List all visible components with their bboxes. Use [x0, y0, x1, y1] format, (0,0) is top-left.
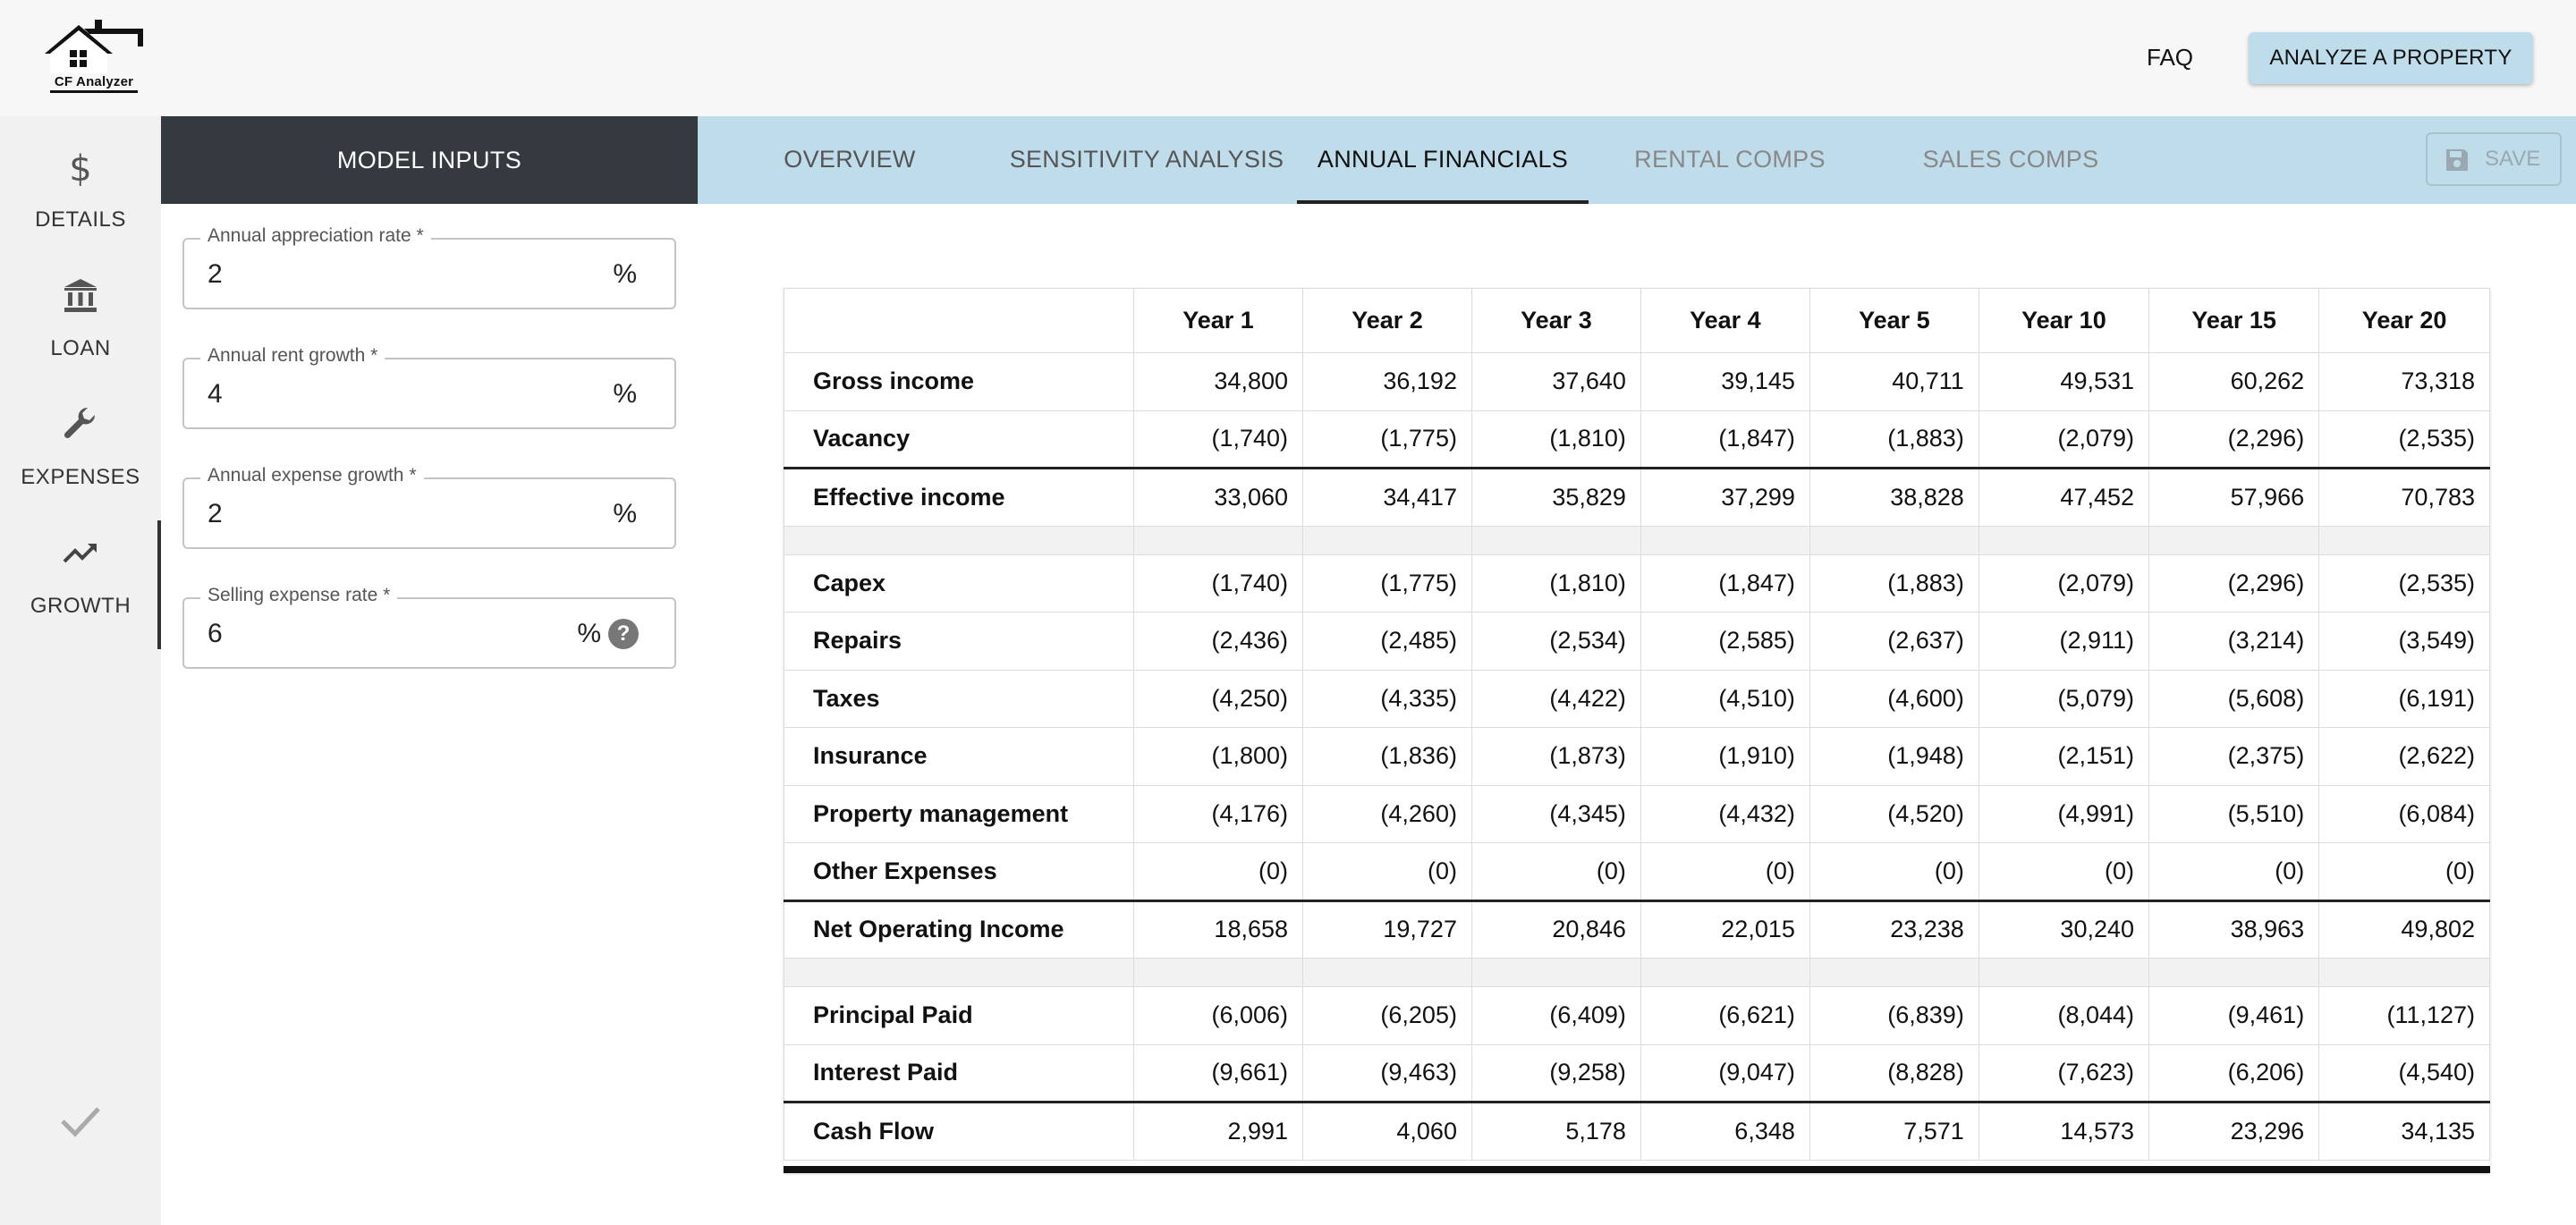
spacer-cell — [1979, 526, 2148, 554]
rail-item-growth[interactable] — [0, 520, 161, 628]
model-inputs-header: MODEL INPUTS — [161, 116, 698, 204]
table-header-row — [784, 289, 2490, 353]
row-label: Other Expenses — [784, 843, 1134, 901]
field-label: Annual expense growth * — [200, 465, 424, 486]
spacer-cell — [1471, 526, 1640, 554]
spacer-cell — [2319, 959, 2490, 987]
table-cell: (5,510) — [2149, 785, 2319, 843]
table-cell: 38,828 — [1809, 469, 1979, 527]
wrench-icon — [61, 404, 100, 444]
table-cell: 23,296 — [2149, 1102, 2319, 1161]
table-row — [784, 785, 2490, 843]
table-cell: (6,621) — [1640, 987, 1809, 1045]
save-label: SAVE — [2485, 147, 2541, 171]
model-inputs-panel — [161, 204, 698, 1225]
table-cell: (2,535) — [2319, 410, 2490, 469]
table-cell: (4,510) — [1640, 670, 1809, 728]
spacer-cell — [784, 959, 1134, 987]
spacer-cell — [1134, 959, 1303, 987]
table-cell: 49,802 — [2319, 900, 2490, 959]
table-cell: (2,296) — [2149, 554, 2319, 612]
table-row — [784, 1102, 2490, 1161]
tab-bar — [698, 116, 2576, 204]
table-cell: 73,318 — [2319, 353, 2490, 411]
table-cell: (2,436) — [1134, 612, 1303, 671]
row-label: Effective income — [784, 469, 1134, 527]
table-cell: (2,079) — [1979, 554, 2148, 612]
table-row — [784, 843, 2490, 901]
table-cell: (0) — [1471, 843, 1640, 901]
table-cell: (2,485) — [1303, 612, 1472, 671]
table-cell: (6,084) — [2319, 785, 2490, 843]
top-bar — [0, 0, 2576, 116]
table-cell: (2,585) — [1640, 612, 1809, 671]
table-cell: (1,847) — [1640, 554, 1809, 612]
table-cell: (9,463) — [1303, 1044, 1472, 1102]
financials-table-scroll[interactable] — [784, 288, 2490, 1173]
table-cell: 39,145 — [1640, 353, 1809, 411]
trending-up-icon — [61, 533, 100, 572]
appreciation-rate-field[interactable] — [182, 225, 676, 309]
table-cell: (2,296) — [2149, 410, 2319, 469]
annual-financials-table — [784, 288, 2490, 1161]
rail-label: LOAN — [50, 336, 111, 360]
rail-label: GROWTH — [30, 594, 131, 618]
analyze-property-button[interactable]: ANALYZE A PROPERTY — [2249, 32, 2533, 84]
table-cell: (1,775) — [1303, 410, 1472, 469]
table-cell: (6,006) — [1134, 987, 1303, 1045]
help-icon[interactable]: ? — [608, 619, 639, 649]
table-cell: 4,060 — [1303, 1102, 1472, 1161]
table-cell: (0) — [1303, 843, 1472, 901]
table-row — [784, 1044, 2490, 1102]
table-row — [784, 670, 2490, 728]
table-cell: (2,637) — [1809, 612, 1979, 671]
table-cell: (1,740) — [1134, 554, 1303, 612]
table-cell: (2,375) — [2149, 728, 2319, 786]
table-cell: 40,711 — [1809, 353, 1979, 411]
column-header: Year 2 — [1303, 289, 1472, 353]
row-label: Net Operating Income — [784, 900, 1134, 959]
table-cell: (6,839) — [1809, 987, 1979, 1045]
rail-label: DETAILS — [35, 207, 126, 232]
spacer-row — [784, 526, 2490, 554]
table-cell: (0) — [2149, 843, 2319, 901]
table-cell: 23,238 — [1809, 900, 1979, 959]
column-header: Year 4 — [1640, 289, 1809, 353]
spacer-cell — [1809, 526, 1979, 554]
table-cell: (11,127) — [2319, 987, 2490, 1045]
table-cell: 20,846 — [1471, 900, 1640, 959]
table-cell: (2,534) — [1471, 612, 1640, 671]
rail-item-details[interactable] — [0, 134, 161, 241]
table-cell: 33,060 — [1134, 469, 1303, 527]
left-nav-rail — [0, 116, 161, 1225]
table-cell: (1,810) — [1471, 410, 1640, 469]
table-cell: (6,205) — [1303, 987, 1472, 1045]
field-value[interactable]: 6 — [208, 619, 223, 648]
field-label: Annual rent growth * — [200, 345, 385, 367]
table-row — [784, 987, 2490, 1045]
table-cell: (5,608) — [2149, 670, 2319, 728]
table-cell: (4,335) — [1303, 670, 1472, 728]
table-cell: 37,640 — [1471, 353, 1640, 411]
table-cell: 30,240 — [1979, 900, 2148, 959]
table-cell: 47,452 — [1979, 469, 2148, 527]
table-cell: (2,535) — [2319, 554, 2490, 612]
table-cell: (4,176) — [1134, 785, 1303, 843]
table-row — [784, 554, 2490, 612]
table-cell: 5,178 — [1471, 1102, 1640, 1161]
table-cell: (4,260) — [1303, 785, 1472, 843]
row-label: Cash Flow — [784, 1102, 1134, 1161]
tab-sales-comps[interactable]: SALES COMPS — [1922, 146, 2099, 173]
table-cell: (1,883) — [1809, 554, 1979, 612]
table-cell: (0) — [2319, 843, 2490, 901]
table-cell: (6,409) — [1471, 987, 1640, 1045]
table-cell: (0) — [1134, 843, 1303, 901]
row-label: Interest Paid — [784, 1044, 1134, 1102]
field-unit: % — [613, 259, 637, 289]
spacer-cell — [784, 526, 1134, 554]
svg-text:$: $ — [69, 148, 92, 186]
spacer-cell — [1809, 959, 1979, 987]
house-logo-icon — [45, 20, 143, 75]
row-label: Property management — [784, 785, 1134, 843]
row-label: Gross income — [784, 353, 1134, 411]
table-cell: (1,775) — [1303, 554, 1472, 612]
table-cell: (4,250) — [1134, 670, 1303, 728]
table-cell: (1,836) — [1303, 728, 1472, 786]
row-label: Capex — [784, 554, 1134, 612]
table-cell: (9,047) — [1640, 1044, 1809, 1102]
spacer-row — [784, 959, 2490, 987]
table-cell: (4,520) — [1809, 785, 1979, 843]
column-header: Year 1 — [1134, 289, 1303, 353]
save-button[interactable] — [2426, 132, 2562, 186]
expense-growth-field[interactable] — [182, 465, 676, 549]
row-label: Principal Paid — [784, 987, 1134, 1045]
field-label: Selling expense rate * — [200, 585, 397, 606]
field-value[interactable]: 2 — [208, 499, 223, 528]
table-cell: 37,299 — [1640, 469, 1809, 527]
field-unit: % — [577, 619, 601, 648]
tab-annual-financials[interactable]: ANNUAL FINANCIALS — [1297, 116, 1589, 204]
table-cell: (6,206) — [2149, 1044, 2319, 1102]
table-row — [784, 900, 2490, 959]
table-cell: (8,828) — [1809, 1044, 1979, 1102]
table-cell: (4,422) — [1471, 670, 1640, 728]
spacer-cell — [2149, 959, 2319, 987]
table-cell: (4,432) — [1640, 785, 1809, 843]
rail-item-loan[interactable] — [0, 263, 161, 370]
table-cell: 60,262 — [2149, 353, 2319, 411]
column-header: Year 15 — [2149, 289, 2319, 353]
table-row — [784, 728, 2490, 786]
row-label: Repairs — [784, 612, 1134, 671]
table-cell: (8,044) — [1979, 987, 2148, 1045]
table-cell: (2,911) — [1979, 612, 2148, 671]
field-label: Annual appreciation rate * — [200, 225, 431, 247]
spacer-cell — [1303, 959, 1472, 987]
table-cell: 18,658 — [1134, 900, 1303, 959]
table-cell: (1,873) — [1471, 728, 1640, 786]
table-cell: (1,910) — [1640, 728, 1809, 786]
table-cell: 22,015 — [1640, 900, 1809, 959]
table-cell: 14,573 — [1979, 1102, 2148, 1161]
table-cell: (4,991) — [1979, 785, 2148, 843]
table-row — [784, 410, 2490, 469]
table-cell: 49,531 — [1979, 353, 2148, 411]
table-cell: (3,214) — [2149, 612, 2319, 671]
spacer-cell — [1640, 526, 1809, 554]
table-cell: (2,622) — [2319, 728, 2490, 786]
table-cell: (4,540) — [2319, 1044, 2490, 1102]
column-header: Year 10 — [1979, 289, 2148, 353]
logo-underline — [50, 90, 138, 93]
spacer-cell — [1640, 959, 1809, 987]
table-cell: (4,600) — [1809, 670, 1979, 728]
floppy-disk-icon — [2444, 147, 2470, 173]
table-cell: (2,151) — [1979, 728, 2148, 786]
field-unit: % — [613, 499, 637, 528]
table-cell: 35,829 — [1471, 469, 1640, 527]
spacer-cell — [2319, 526, 2490, 554]
tab-sensitivity-analysis[interactable]: SENSITIVITY ANALYSIS — [1009, 146, 1284, 173]
tab-rental-comps[interactable]: RENTAL COMPS — [1634, 146, 1826, 173]
rail-item-expenses[interactable] — [0, 392, 161, 499]
table-cell: (1,740) — [1134, 410, 1303, 469]
table-cell: 36,192 — [1303, 353, 1472, 411]
table-row — [784, 353, 2490, 411]
table-row — [784, 469, 2490, 527]
dollar-icon — [61, 147, 100, 186]
bank-icon — [61, 275, 100, 315]
table-cell: 7,571 — [1809, 1102, 1979, 1161]
faq-link[interactable]: FAQ — [2147, 44, 2194, 71]
table-cell: 38,963 — [2149, 900, 2319, 959]
table-cell: 19,727 — [1303, 900, 1472, 959]
table-row — [784, 612, 2490, 671]
logo-text: CF Analyzer — [54, 74, 134, 89]
table-cell: (1,883) — [1809, 410, 1979, 469]
check-icon[interactable] — [57, 1098, 104, 1145]
table-cell: (3,549) — [2319, 612, 2490, 671]
table-cell: 2,991 — [1134, 1102, 1303, 1161]
table-cell: (9,258) — [1471, 1044, 1640, 1102]
row-label: Insurance — [784, 728, 1134, 786]
field-value[interactable]: 2 — [208, 259, 223, 289]
table-cell: (0) — [1640, 843, 1809, 901]
table-cell: 34,417 — [1303, 469, 1472, 527]
table-cell: (5,079) — [1979, 670, 2148, 728]
spacer-cell — [1471, 959, 1640, 987]
table-cell: 70,783 — [2319, 469, 2490, 527]
field-unit: % — [613, 379, 637, 409]
table-cell: (4,345) — [1471, 785, 1640, 843]
spacer-cell — [1134, 526, 1303, 554]
table-cell: 34,135 — [2319, 1102, 2490, 1161]
column-header: Year 3 — [1471, 289, 1640, 353]
table-cell: (1,800) — [1134, 728, 1303, 786]
column-header: Year 20 — [2319, 289, 2490, 353]
table-cell: (0) — [1809, 843, 1979, 901]
spacer-cell — [1303, 526, 1472, 554]
table-cell: 57,966 — [2149, 469, 2319, 527]
table-cell: (1,810) — [1471, 554, 1640, 612]
table-cell: (1,948) — [1809, 728, 1979, 786]
table-cell: (1,847) — [1640, 410, 1809, 469]
field-value[interactable]: 4 — [208, 379, 223, 409]
table-cell: (0) — [1979, 843, 2148, 901]
row-label: Vacancy — [784, 410, 1134, 469]
app-logo[interactable] — [45, 20, 152, 89]
table-cell: 6,348 — [1640, 1102, 1809, 1161]
table-cell: (9,461) — [2149, 987, 2319, 1045]
table-cell: (7,623) — [1979, 1044, 2148, 1102]
table-cell: (9,661) — [1134, 1044, 1303, 1102]
table-cell: 34,800 — [1134, 353, 1303, 411]
tab-overview[interactable]: OVERVIEW — [784, 146, 916, 173]
table-cell: (2,079) — [1979, 410, 2148, 469]
spacer-cell — [2149, 526, 2319, 554]
column-header: Year 5 — [1809, 289, 1979, 353]
rent-growth-field[interactable] — [182, 345, 676, 429]
spacer-cell — [1979, 959, 2148, 987]
selling-expense-rate-field[interactable] — [182, 585, 676, 669]
row-label: Taxes — [784, 670, 1134, 728]
column-header-blank — [784, 289, 1134, 353]
annual-financials-content — [698, 204, 2576, 1225]
rail-label: EXPENSES — [21, 465, 140, 489]
table-cell: (6,191) — [2319, 670, 2490, 728]
